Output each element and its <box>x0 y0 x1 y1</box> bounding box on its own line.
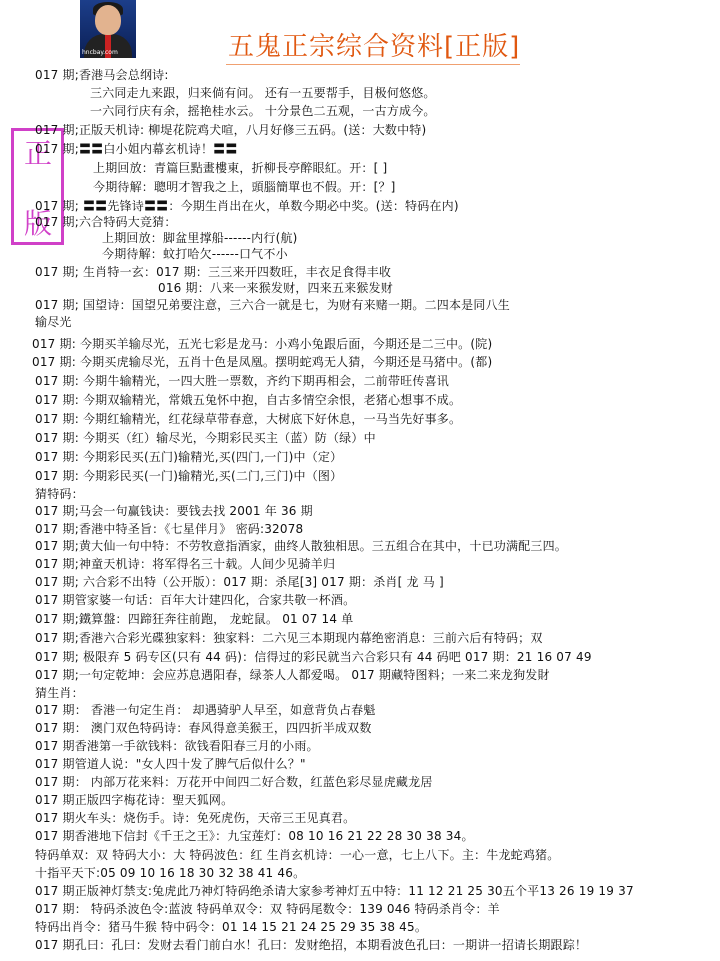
text-line: 017 期管家婆一句话：百年大计建四化，合家共敬一杯酒。 <box>35 593 356 607</box>
text-line: 017 期; 极限弃 5 码专区(只有 44 码)：信得过的彩民就当六合彩只有 44 码吧 017 期：21 16 07 49 <box>35 650 592 664</box>
text-line: 017 期; 六合彩不出特（公开版）：017 期：杀尾[3] 017 期：杀肖[ 龙 马 ] <box>35 575 444 589</box>
text-line: 017 期管道人说："女人四十发了脾气后似什么？" <box>35 757 306 771</box>
text-line: 017 期;马会一句赢钱诀：要钱去找 2001 年 36 期 <box>35 504 313 518</box>
text-line: 十指平天下:05 09 10 16 18 30 32 38 41 46。 <box>35 866 306 880</box>
text-line: 017 期;正版天机诗: 柳堤花院鸡犬喧，八月好修三五码。(送：大数中特) <box>35 123 427 137</box>
text-line: 017 期;六合特码大竞猜： <box>35 215 177 229</box>
text-line: 017 期正版四字梅花诗：聖天狐网。 <box>35 793 234 807</box>
text-line: 017 期正版神灯禁支:兔虎此乃神灯特码绝杀请大家参考神灯五中特：11 12 21 25 30五个平13 26 19 19 37 <box>35 884 634 898</box>
text-line: 上期回放：脚盆里撑船------内行(航) <box>102 231 298 245</box>
text-line: 017 期香港第一手欲钱料：欲钱看阳春三月的小雨。 <box>35 739 319 753</box>
text-line: 017 期: 今期红输精光，红花绿草带春意，大树底下好休息，一马当先好事多。 <box>35 412 462 426</box>
text-line: 特码出肖令：猪马牛猴 特中码令：01 14 15 21 24 25 29 35 38 45。 <box>35 920 428 934</box>
text-line: 017 期: 今期彩民买(五门)输精光,买(四门,一门)中（定） <box>35 450 343 464</box>
text-line: 特码单双：双 特码大小：大 特码波色：红 生肖玄机诗：一心一意，七上八下。主：牛龙蛇鸡猪。 <box>35 848 560 862</box>
title-underline <box>226 64 520 65</box>
text-line: 017 期;香港中特圣旨：《七星伴月》 密码:32078 <box>35 522 304 536</box>
text-line: 017 期;黄大仙一句中特：不劳牧意指酒家，曲终人散独相思。三五组合在其中，十已功满配三四。 <box>35 539 567 553</box>
text-line: 017 期： 内部万花来料：万花开中间四二好合数，红蓝色彩尽显虎藏龙居 <box>35 775 433 789</box>
text-line: 017 期;一句定乾坤：会应苏息遇阳春，绿茶人人都爱喝。 017 期藏特图料；一来二来龙狗发財 <box>35 668 550 682</box>
stamp-char-1: 正 <box>24 137 53 170</box>
text-line: 017 期;〓〓白小姐内幕玄机诗！〓〓 <box>35 142 238 156</box>
text-line: 017 期： 特码杀波色令:蓝波 特码单双令：双 特码尾数令：139 046 特码杀肖令：羊 <box>35 902 500 916</box>
text-line: 017 期; 〓〓先锋诗〓〓：今期生肖出在火，单数今期必中奖。(送：特码在内) <box>35 199 459 213</box>
text-line: 今期待解：蚊打哈欠------口气不小 <box>102 247 288 261</box>
author-photo <box>80 0 136 58</box>
text-line: 017 期: 今期彩民买(一门)输精光,买(二门,三门)中（图） <box>35 469 343 483</box>
text-line: 017 期;神童天机诗：将军得名三十载。人间少见骑羊归 <box>35 557 336 571</box>
text-line: 输尽光 <box>35 315 72 329</box>
text-line: 上期回放：青篇巨點畫樓東，折柳長亭醉眼紅。开：[ ] <box>93 161 388 175</box>
text-line: 016 期：八来一来猴发财，四来五来猴发财 <box>158 281 393 295</box>
text-line: 017 期： 澳门双色特码诗：春风得意美猴王，四四折半成双数 <box>35 721 372 735</box>
text-line: 猜特码： <box>35 487 84 501</box>
face-shape <box>95 5 121 35</box>
text-line: 017 期; 国望诗：国望兄弟要注意，三六合一就是七，为财有来赌一期。二四本是同八生 <box>35 298 510 312</box>
text-line: 017 期孔曰：孔曰：发财去看门前白水！孔曰：发财绝招，本期看波色孔曰：一期讲一招请长期跟踪！ <box>35 938 588 952</box>
text-line: 017 期: 今期买虎输尽光，五肖十色是凤凰。摆明蛇鸡无人猜，今期还是马猪中。(都) <box>32 355 493 369</box>
text-line: 017 期: 今期牛输精光，一四大胜一票数，齐约下期再相会，二前带旺传喜讯 <box>35 374 449 388</box>
photo-caption: hncbay.com <box>82 49 118 56</box>
text-line: 017 期香港地下信封《千王之王》：九宝莲灯：08 10 16 21 22 28 30 38 34。 <box>35 829 474 843</box>
text-line: 017 期;香港六合彩光碟独家料：独家料：二六见三本期现内幕绝密消息：三前六后有特码；双 <box>35 631 543 645</box>
text-line: 017 期;香港马会总纲诗: <box>35 68 169 82</box>
page-title: 五鬼正宗综合资料[正版] <box>228 32 521 62</box>
stamp-char-2: 版 <box>24 207 53 240</box>
text-line: 017 期;鐵算盤：四蹄狂奔往前跑， 龙蛇鼠。 01 07 14 单 <box>35 612 354 626</box>
text-line: 017 期火车头：烧伤手。诗：免死虎伤，天帝三王见真君。 <box>35 811 356 825</box>
text-line: 017 期; 生肖特一玄：017 期：三三来开四数旺，丰衣足食得丰收 <box>35 265 392 279</box>
text-line: 今期待解：聰明才智我之上，頭腦簡單也不假。开：[？] <box>93 180 396 194</box>
text-line: 017 期: 今期买羊输尽光，五光七彩是龙马：小鸡小兔跟后面，今期还是二三中。(院) <box>32 337 493 351</box>
text-line: 猜生肖： <box>35 686 84 700</box>
text-line: 017 期： 香港一句定生肖： 却遇骑驴人早至，如意背负占春魁 <box>35 703 376 717</box>
text-line: 一六同行庆有余，摇艳桂水云。 十分景色二五观，一古方成今。 <box>90 104 436 118</box>
text-line: 017 期: 今期买（红）输尽光，今期彩民买主（蓝）防（绿）中 <box>35 431 376 445</box>
text-line: 三六同走九来跟，归来倘有问。 还有一五要帮手，目极何悠悠。 <box>90 86 436 100</box>
text-line: 017 期: 今期双输精光，常娥五兔怀中抱，自古多情空余恨，老猪心想事不成。 <box>35 393 462 407</box>
